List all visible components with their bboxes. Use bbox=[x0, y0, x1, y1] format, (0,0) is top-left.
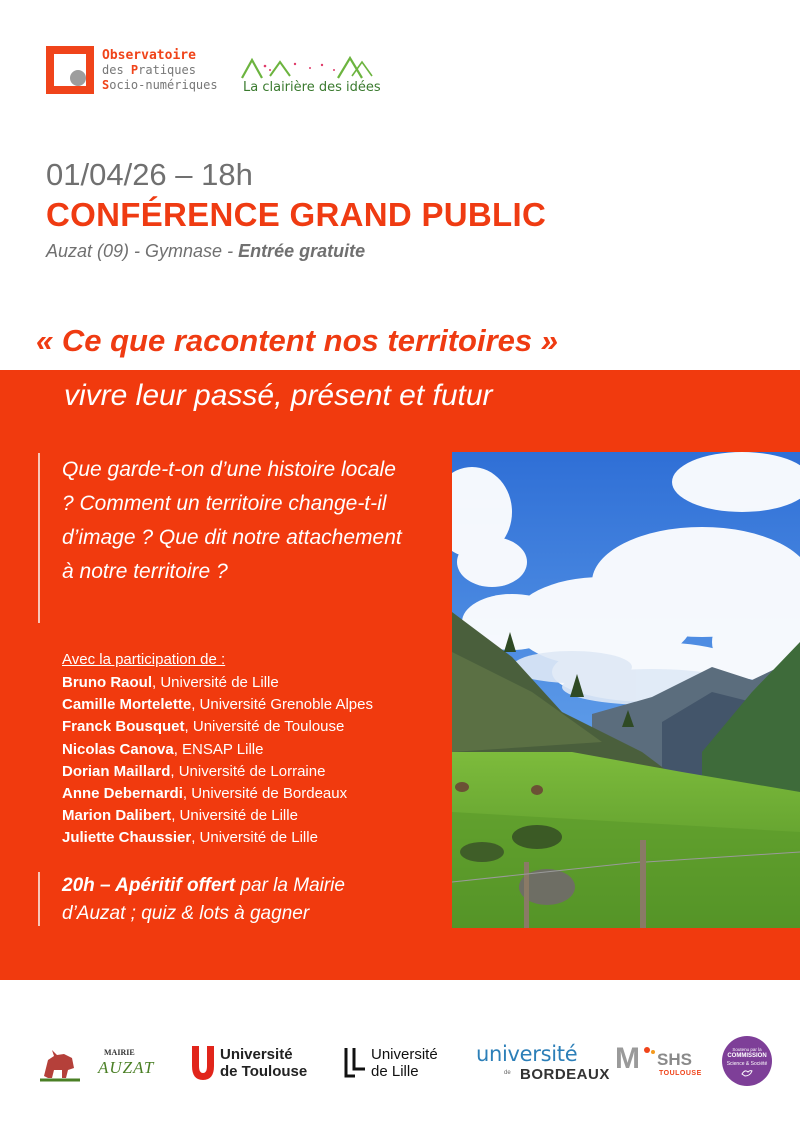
commission-science-societe-logo: Soutenu par la COMMISSION Science & Société bbox=[722, 1036, 772, 1086]
circle-icon bbox=[70, 70, 86, 86]
participant-item: Anne Debernardi, Université de Bordeaux bbox=[62, 785, 348, 803]
event-date: 01/04/26 – 18h bbox=[46, 157, 253, 192]
talk-title: « Ce que racontent nos territoires » bbox=[36, 323, 558, 358]
participants-list bbox=[62, 672, 373, 850]
participant-item: Marion Dalibert, Université de Lille bbox=[62, 807, 298, 825]
universite-bordeaux-logo: université de BORDEAUX bbox=[476, 1042, 610, 1083]
mountain-landscape-photo bbox=[452, 452, 800, 928]
participant-item: Nicolas Canova, ENSAP Lille bbox=[62, 740, 264, 758]
aperitif-divider bbox=[38, 872, 40, 926]
clairiere-label: La clairière des idées bbox=[243, 80, 381, 95]
universite-lille-logo: Université de Lille bbox=[343, 1040, 463, 1090]
mshs-dots-icon bbox=[643, 1046, 657, 1060]
participant-item: Bruno Raoul, Université de Lille bbox=[62, 674, 279, 691]
mshs-toulouse-logo: M SHS TOULOUSE bbox=[615, 1042, 702, 1077]
participants-heading: Avec la participation de : bbox=[62, 651, 226, 668]
questions-divider bbox=[38, 453, 40, 623]
participant-item: Juliette Chaussier, Université de Lille bbox=[62, 829, 318, 847]
universite-toulouse-logo: Université de Toulouse bbox=[190, 1040, 330, 1090]
entry-free: Entrée gratuite bbox=[238, 241, 366, 261]
chamois-icon bbox=[40, 1046, 80, 1082]
observatoire-logo-mark bbox=[46, 46, 94, 94]
participant-item: Camille Mortelette, Université Grenoble Alpes bbox=[62, 696, 373, 714]
lille-ll-icon bbox=[343, 1048, 367, 1078]
aperitif-note: 20h – Apéritif offert par la Mairie d’Auzat ; quiz & lots à gagner bbox=[62, 875, 345, 924]
talk-questions: Que garde-t-on d’une histoire locale ? Comment un territoire change-t-il d’image ? Que dit notre attachement à notre territoire ? bbox=[62, 458, 402, 583]
bird-icon bbox=[741, 1068, 753, 1078]
mairie-auzat-logo: MAIRIE AUZAT bbox=[40, 1040, 160, 1090]
toulouse-u-icon bbox=[190, 1046, 216, 1080]
talk-subtitle: vivre leur passé, présent et futur bbox=[64, 379, 493, 412]
participant-item: Dorian Maillard, Université de Lorraine bbox=[62, 762, 326, 780]
participant-item: Franck Bousquet, Université de Toulouse bbox=[62, 718, 345, 736]
event-location: Auzat (09) - Gymnase - Entrée gratuite bbox=[46, 241, 366, 261]
observatoire-logo-text: Observatoire des Pratiques Socio-numériques bbox=[102, 48, 218, 92]
conference-title: CONFÉRENCE GRAND PUBLIC bbox=[46, 196, 547, 233]
